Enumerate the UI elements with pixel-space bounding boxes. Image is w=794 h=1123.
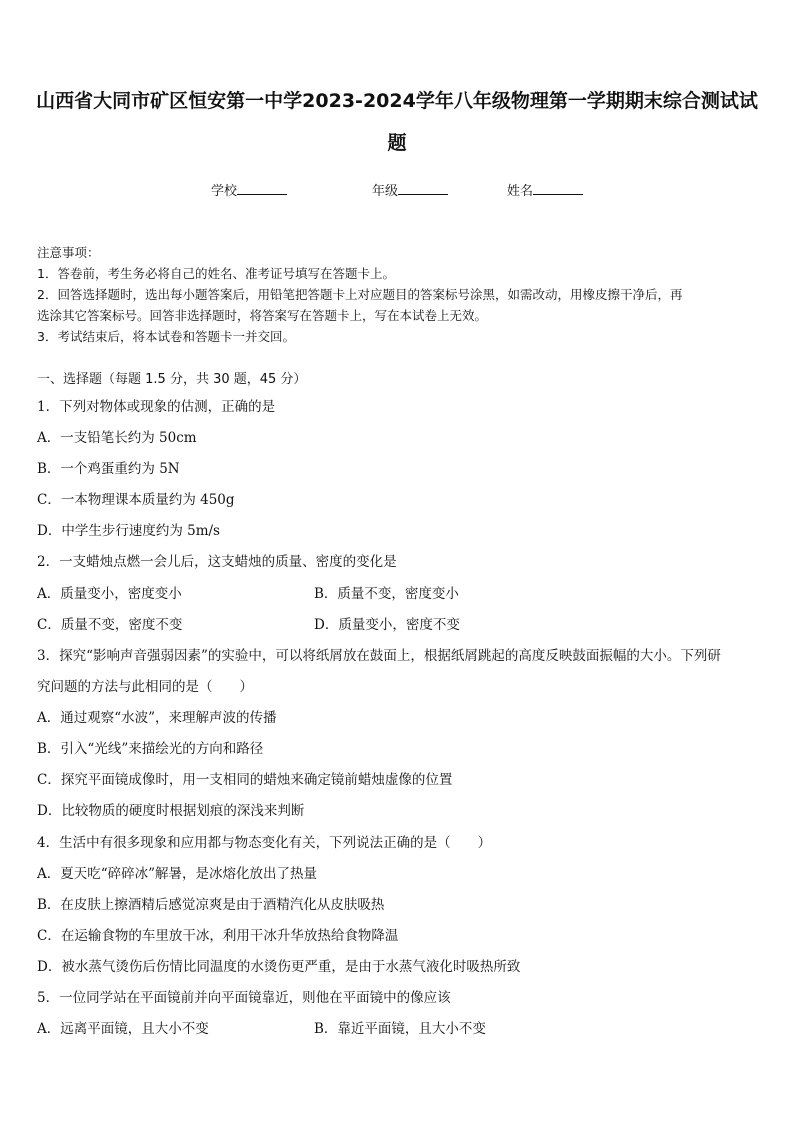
notes-item: 2．回答选择题时，选出每小题答案后，用铅笔把答题卡上对应题目的答案标号涂黑，如需改动，用橡皮擦干净后，再: [37, 287, 683, 302]
grade-blank: [398, 182, 448, 195]
notes-item: 3．考试结束后，将本试卷和答题卡一并交回。: [37, 329, 295, 344]
q3-stem-line1: 3．探究“影响声音强弱因素”的实验中，可以将纸屑放在鼓面上，根据纸屑跳起的高度反映鼓面振幅的大小。下列研: [37, 648, 721, 664]
school-field: [211, 180, 287, 199]
q2-option-b: B．质量不变，密度变小: [314, 586, 459, 602]
grade-field: [372, 180, 448, 199]
q2-stem: 2．一支蜡烛点燃一会儿后，这支蜡烛的质量、密度的变化是: [37, 554, 397, 570]
q1-stem: 1．下列对物体或现象的估测，正确的是: [37, 399, 276, 415]
q2-option-a: A．质量变小，密度变小: [37, 586, 182, 602]
q3-option-b: B．引入“光线”来描绘光的方向和路径: [37, 741, 264, 757]
section-heading: 一、选择题（每题 1.5 分，共 30 题，45 分）: [37, 372, 307, 387]
q4-option-d: D．被水蒸气烫伤后伤情比同温度的水烫伤更严重，是由于水蒸气液化时吸热所致: [37, 959, 521, 975]
q5-option-a: A．远离平面镜，且大小不变: [37, 1021, 209, 1037]
notes-item: 选涂其它答案标号。回答非选择题时，将答案写在答题卡上，写在本试卷上无效。: [37, 308, 488, 323]
q3-option-c: C．探究平面镜成像时，用一支相同的蜡烛来确定镜前蜡烛虚像的位置: [37, 772, 453, 788]
q1-option-d: D．中学生步行速度约为 5m/s: [37, 523, 220, 539]
q3-option-d: D．比较物质的硬度时根据划痕的深浅来判断: [37, 803, 305, 819]
name-field: [507, 180, 583, 199]
q1-option-a: A．一支铅笔长约为 50cm: [37, 430, 197, 446]
q4-option-b: B．在皮肤上擦酒精后感觉凉爽是由于酒精汽化从皮肤吸热: [37, 897, 385, 913]
grade-label: 年级: [372, 184, 399, 199]
q3-stem-line2: 究问题的方法与此相同的是（ ）: [37, 679, 253, 695]
name-blank: [533, 182, 583, 195]
q1-option-c: C．一本物理课本质量约为 450g: [37, 492, 235, 508]
notes-item: 1．答卷前，考生务必将自己的姓名、准考证号填写在答题卡上。: [37, 266, 395, 281]
q5-option-b: B．靠近平面镜，且大小不变: [314, 1021, 486, 1037]
q4-option-c: C．在运输食物的车里放干冰，利用干冰升华放热给食物降温: [37, 928, 399, 944]
q1-option-b: B．一个鸡蛋重约为 5N: [37, 461, 180, 477]
exam-title-line2: 题: [387, 132, 407, 154]
q4-stem: 4．生活中有很多现象和应用都与物态变化有关，下列说法正确的是（ ）: [37, 835, 492, 851]
exam-title-line1: 山西省大同市矿区恒安第一中学2023-2024学年八年级物理第一学期期末综合测试试: [36, 90, 758, 112]
q4-option-a: A．夏天吃“碎碎冰”解暑，是冰熔化放出了热量: [37, 866, 318, 882]
name-label: 姓名: [507, 184, 534, 199]
notes-block: [37, 242, 759, 347]
school-blank: [237, 182, 287, 195]
q5-stem: 5．一位同学站在平面镜前并向平面镜靠近，则他在平面镜中的像应该: [37, 990, 451, 1006]
notes-heading: 注意事项：: [37, 245, 100, 260]
q2-option-c: C．质量不变，密度不变: [37, 617, 183, 633]
q3-option-a: A．通过观察“水波”，来理解声波的传播: [37, 710, 277, 726]
school-label: 学校: [211, 184, 238, 199]
q2-option-d: D．质量变小，密度不变: [314, 617, 460, 633]
